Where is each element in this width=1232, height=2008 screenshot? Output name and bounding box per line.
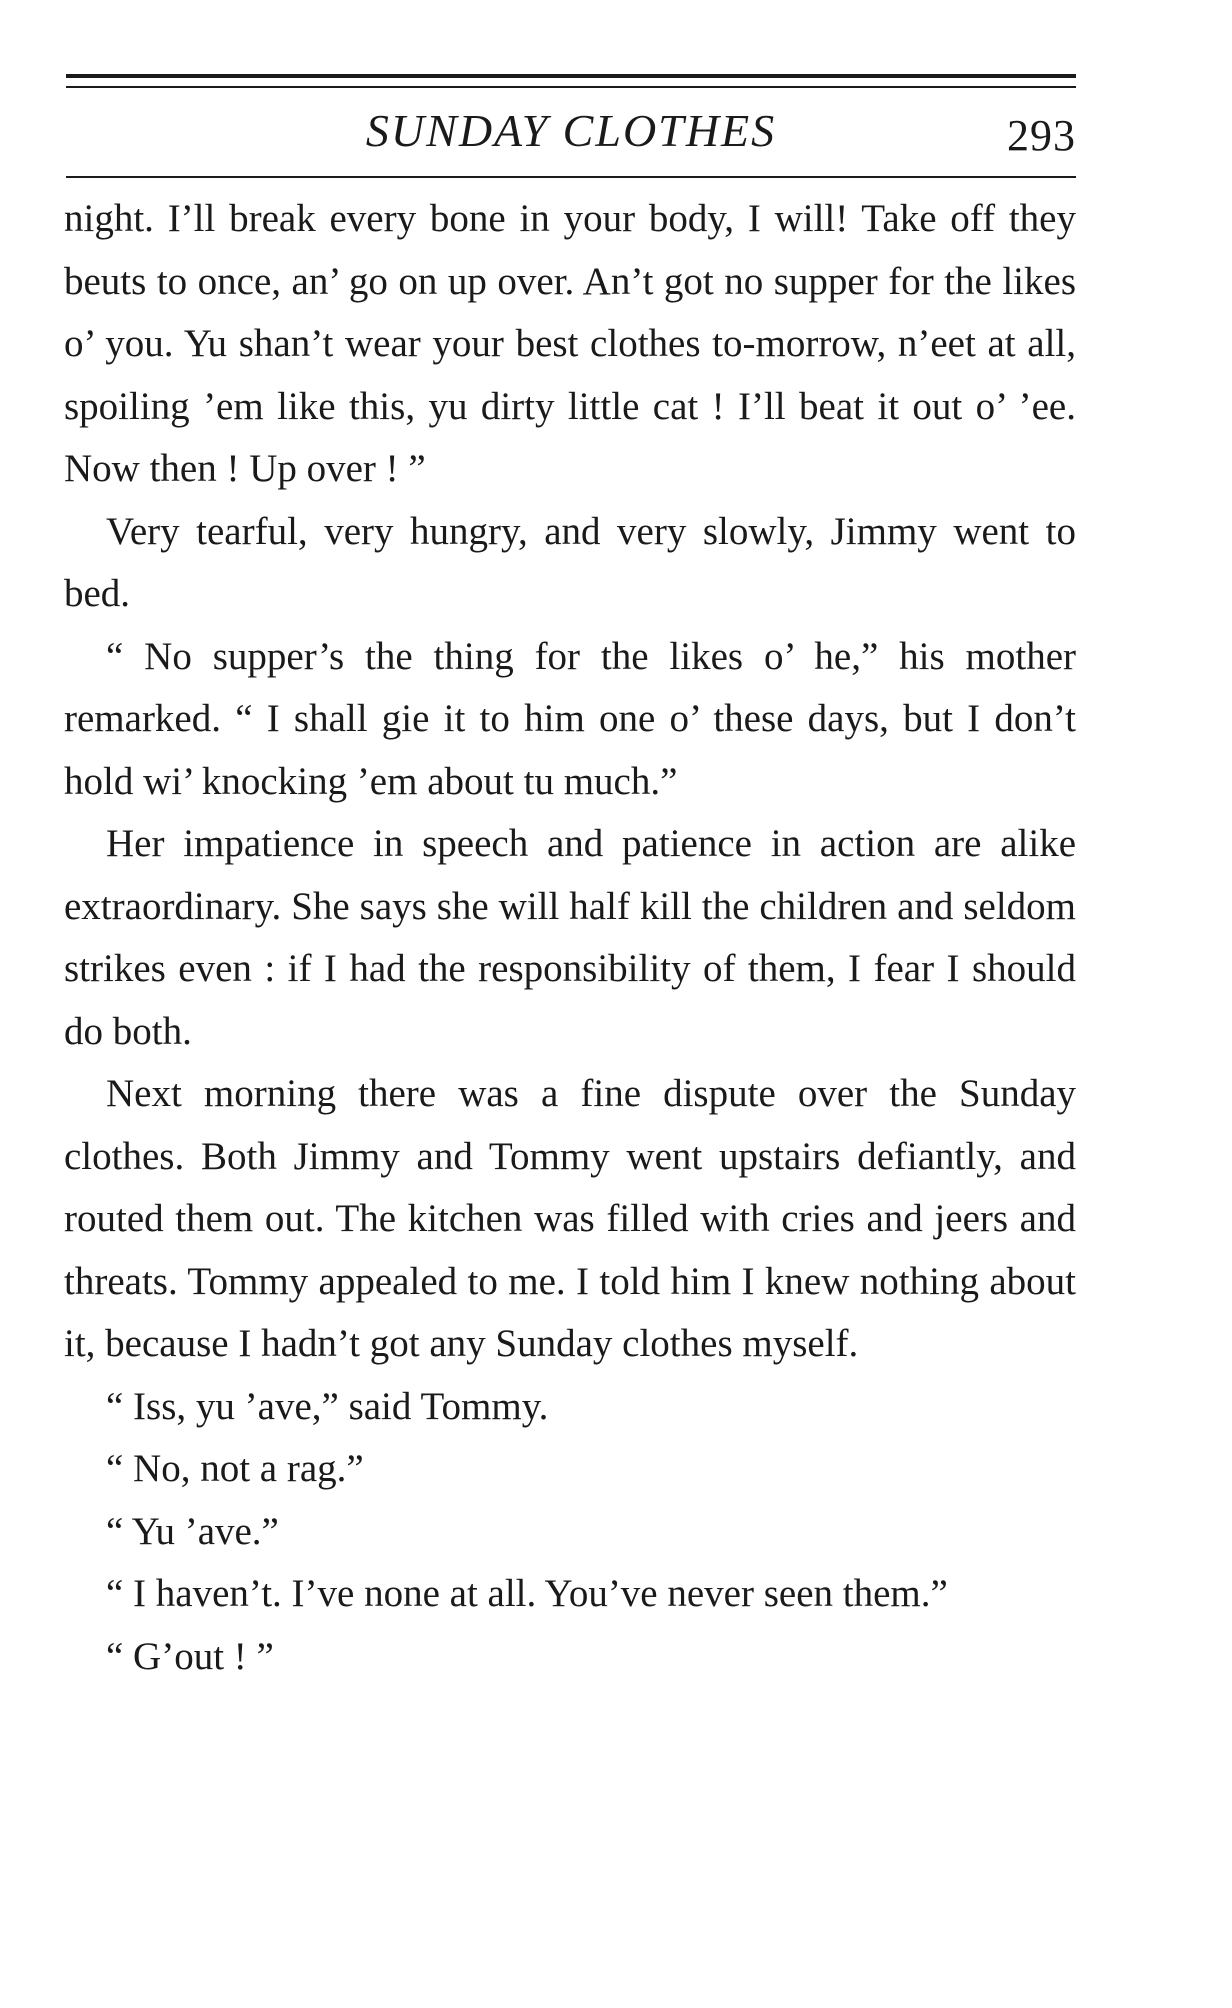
paragraph: “ No supper’s the thing for the likes o’ he,” his mother remarked. “ I shall gie it to him one o’ these days, but I don’t hold wi’ knocking ’em about tu much.”: [64, 634, 1076, 803]
header-rule-thick: [66, 74, 1076, 78]
paragraph: “ I haven’t. I’ve none at all. You’ve never seen them.”: [106, 1572, 948, 1615]
header-underline: [66, 176, 1076, 178]
paragraph: “ Yu ’ave.”: [106, 1509, 279, 1553]
paragraph: Her impatience in speech and patience in action are alike extraordinary. She says she will half kill the children and seldom strikes even : if I had the responsibility of them, I fear I should do both.: [64, 822, 1076, 1053]
paragraph: night. I’ll break every bone in your body, I will! Take off they beuts to once, an’ go on up over. An’t got no supper for the likes o’ you. Yu shan’t wear your best clothes to-morrow, n’eet at all, spoiling ’em like this, yu dirty little cat ! I’ll beat it out o’ ’ee. Now then ! Up over ! ”: [64, 197, 1076, 490]
paragraph: Very tearful, very hungry, and very slowly, Jimmy went to bed.: [64, 509, 1076, 615]
paragraph: “ G’out ! ”: [106, 1634, 274, 1678]
running-title: SUNDAY CLOTHES: [365, 105, 777, 156]
page-header: [66, 100, 1076, 170]
paragraph: Next morning there was a fine dispute over the Sunday clothes. Both Jimmy and Tommy went upstairs defiantly, and routed them out. The kitchen was filled with cries and jeers and threats. Tommy appealed to me. I told him I knew nothing about it, because I hadn’t got any Sunday clothes myself.: [64, 1072, 1076, 1365]
page-number: 293: [1007, 111, 1076, 160]
paragraph: “ No, not a rag.”: [106, 1447, 364, 1490]
paragraph: “ Iss, yu ’ave,” said Tommy.: [106, 1384, 549, 1428]
body-text: [64, 188, 1076, 1688]
header-rule-thin: [66, 86, 1076, 88]
